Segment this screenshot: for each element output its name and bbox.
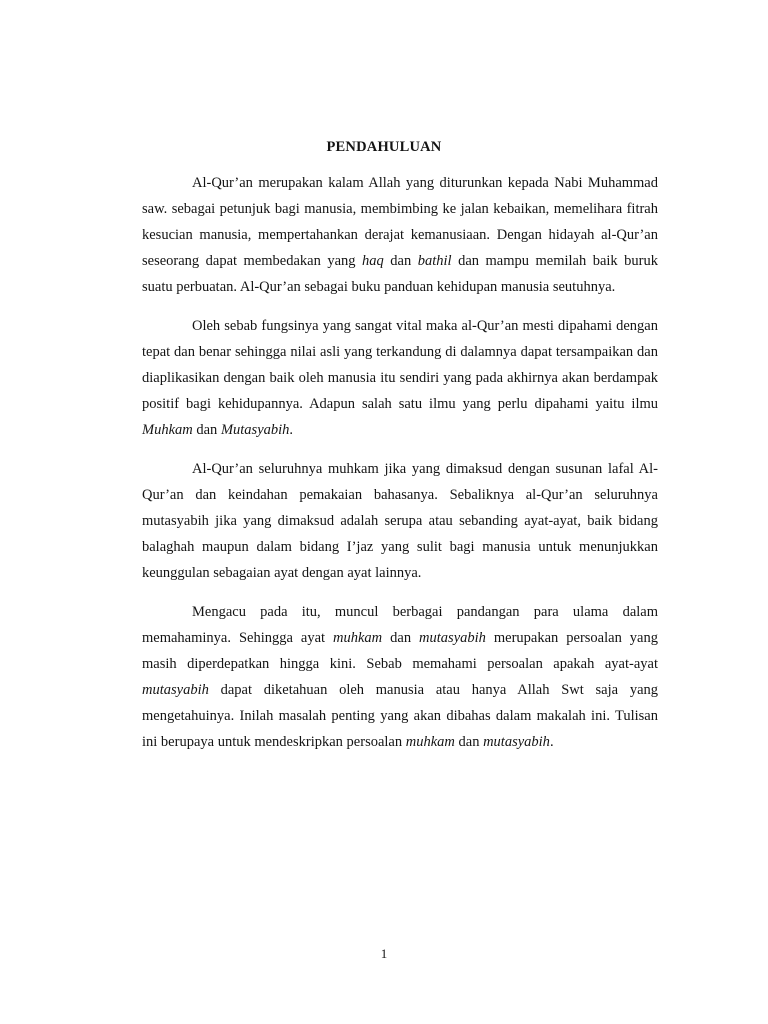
- italic-term: muhkam: [405, 734, 455, 750]
- paragraph-text: dan mampu memilah baik buruk suatu perbuatan. Al-Qur’an sebagai buku panduan kehidupan manusia seutuhnya.: [142, 253, 659, 295]
- paragraph-text: dan: [382, 630, 420, 646]
- paragraph-1: [142, 170, 658, 300]
- paragraph-text: dan: [192, 422, 221, 438]
- paragraph-text: .: [289, 422, 294, 438]
- italic-term: bathil: [417, 253, 452, 269]
- paragraph-text: merupakan persoalan yang masih diperdepatkan hingga kini. Sebab memahami persoalan apakah ayat-ayat: [142, 630, 658, 672]
- page-number: 1: [380, 946, 388, 961]
- paragraph-text: Oleh sebab fungsinya yang sangat vital maka al-Qur’an mesti dipahami dengan tepat dan benar sehingga nilai asli yang terkandung di dalamnya dapat tersampaikan dan diaplikasikan dengan baik oleh manusia itu sendiri yang pada akhirnya akan berdampak positif bagi kehidupannya. Adapun salah satu ilmu yang perlu dipahami yaitu ilmu: [142, 318, 658, 412]
- page-title: PENDAHULUAN: [326, 139, 442, 155]
- document-body: [142, 170, 658, 768]
- paragraph-text: Al-Qur’an merupakan kalam Allah yang diturunkan kepada Nabi Muhammad saw. sebagai petunjuk bagi manusia, membimbing ke jalan kebaikan, memelihara fitrah kesucian manusia, mempertahankan derajat kemanusiaan. Dengan hidayah al-Qur’an seseorang dapat membedakan yang: [142, 175, 658, 269]
- italic-term: mutasyabih: [483, 734, 550, 750]
- italic-term: Muhkam: [142, 422, 193, 438]
- italic-term: Mutasyabih: [220, 422, 290, 438]
- italic-term: mutasyabih: [142, 682, 209, 698]
- paragraph-text: dan: [454, 734, 484, 750]
- paragraph-text: dapat diketahuan oleh manusia atau hanya Allah Swt saja yang mengetahuinya. Inilah masalah penting yang akan dibahas dalam makalah ini. Tulisan ini berupaya untuk mendeskripkan persoalan: [142, 682, 658, 750]
- italic-term: muhkam: [333, 630, 383, 646]
- paragraph-2: [142, 313, 658, 443]
- paragraph-3: [142, 456, 658, 586]
- italic-term: haq: [362, 253, 384, 269]
- paragraph-4: [142, 599, 658, 755]
- italic-term: mutasyabih: [419, 630, 486, 646]
- paragraph-text: dan: [383, 253, 418, 269]
- paragraph-text: Mengacu pada itu, muncul berbagai pandangan para ulama dalam memahaminya. Sehingga ayat: [142, 604, 658, 646]
- paragraph-text: .: [549, 734, 554, 750]
- paragraph-text: Al-Qur’an seluruhnya muhkam jika yang dimaksud dengan susunan lafal Al-Qur’an dan keindahan pemakaian bahasanya. Sebaliknya al-Qur’an seluruhnya mutasyabih jika yang dimaksud adalah serupa atau sebanding ayat-ayat, baik bidang balaghah maupun dalam bidang I’jaz yang sulit bagi manusia untuk menunjukkan keunggulan sebagaian ayat dengan ayat lainnya.: [142, 461, 658, 581]
